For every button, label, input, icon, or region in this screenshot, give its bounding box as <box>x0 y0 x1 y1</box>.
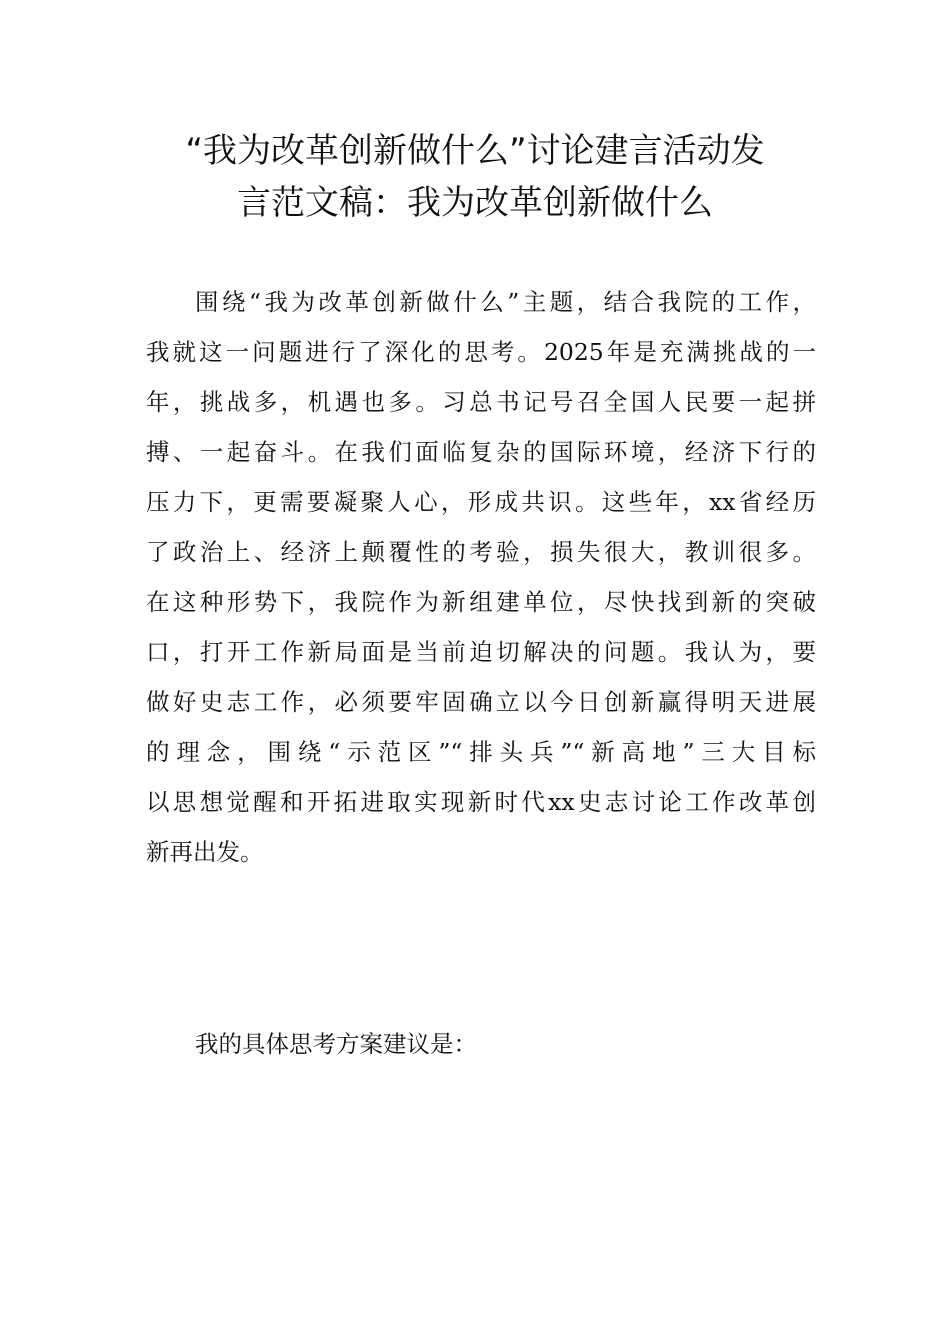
paragraph-line: 口，打开工作新局面是当前迫切解决的问题。我认为，要 <box>146 638 816 666</box>
title-line-1: “我为改革创新做什么”讨论建言活动发 <box>185 131 765 171</box>
paragraph-line: 围绕“我为改革创新做什么”主题，结合我院的工作， <box>195 288 816 316</box>
paragraph-line: 我就这一问题进行了深化的思考。2025年是充满挑战的一 <box>146 338 816 366</box>
paragraph-line: 在这种形势下，我院作为新组建单位，尽快找到新的突破 <box>146 588 816 616</box>
paragraph-line: 了政治上、经济上颠覆性的考验，损失很大，教训很多。 <box>146 538 816 566</box>
paragraph-line: 搏、一起奋斗。在我们面临复杂的国际环境，经济下行的 <box>146 438 816 466</box>
paragraph-line: 的理念，围绕“示范区”“排头兵”“新高地”三大目标 <box>146 738 816 766</box>
body-paragraph <box>146 277 816 877</box>
paragraph-line: 压力下，更需要凝聚人心，形成共识。这些年，xx省经历 <box>146 488 816 516</box>
document-title <box>0 125 950 229</box>
closing-line: 我的具体思考方案建议是： <box>195 1030 477 1058</box>
paragraph-line: 新再出发。 <box>146 838 264 866</box>
paragraph-line: 以思想觉醒和开拓进取实现新时代xx史志讨论工作改革创 <box>146 788 816 816</box>
title-line-2: 言范文稿：我为改革创新做什么 <box>237 183 713 223</box>
paragraph-line: 年，挑战多，机遇也多。习总书记号召全国人民要一起拼 <box>146 388 816 416</box>
paragraph-line: 做好史志工作，必须要牢固确立以今日创新赢得明天进展 <box>146 688 816 716</box>
